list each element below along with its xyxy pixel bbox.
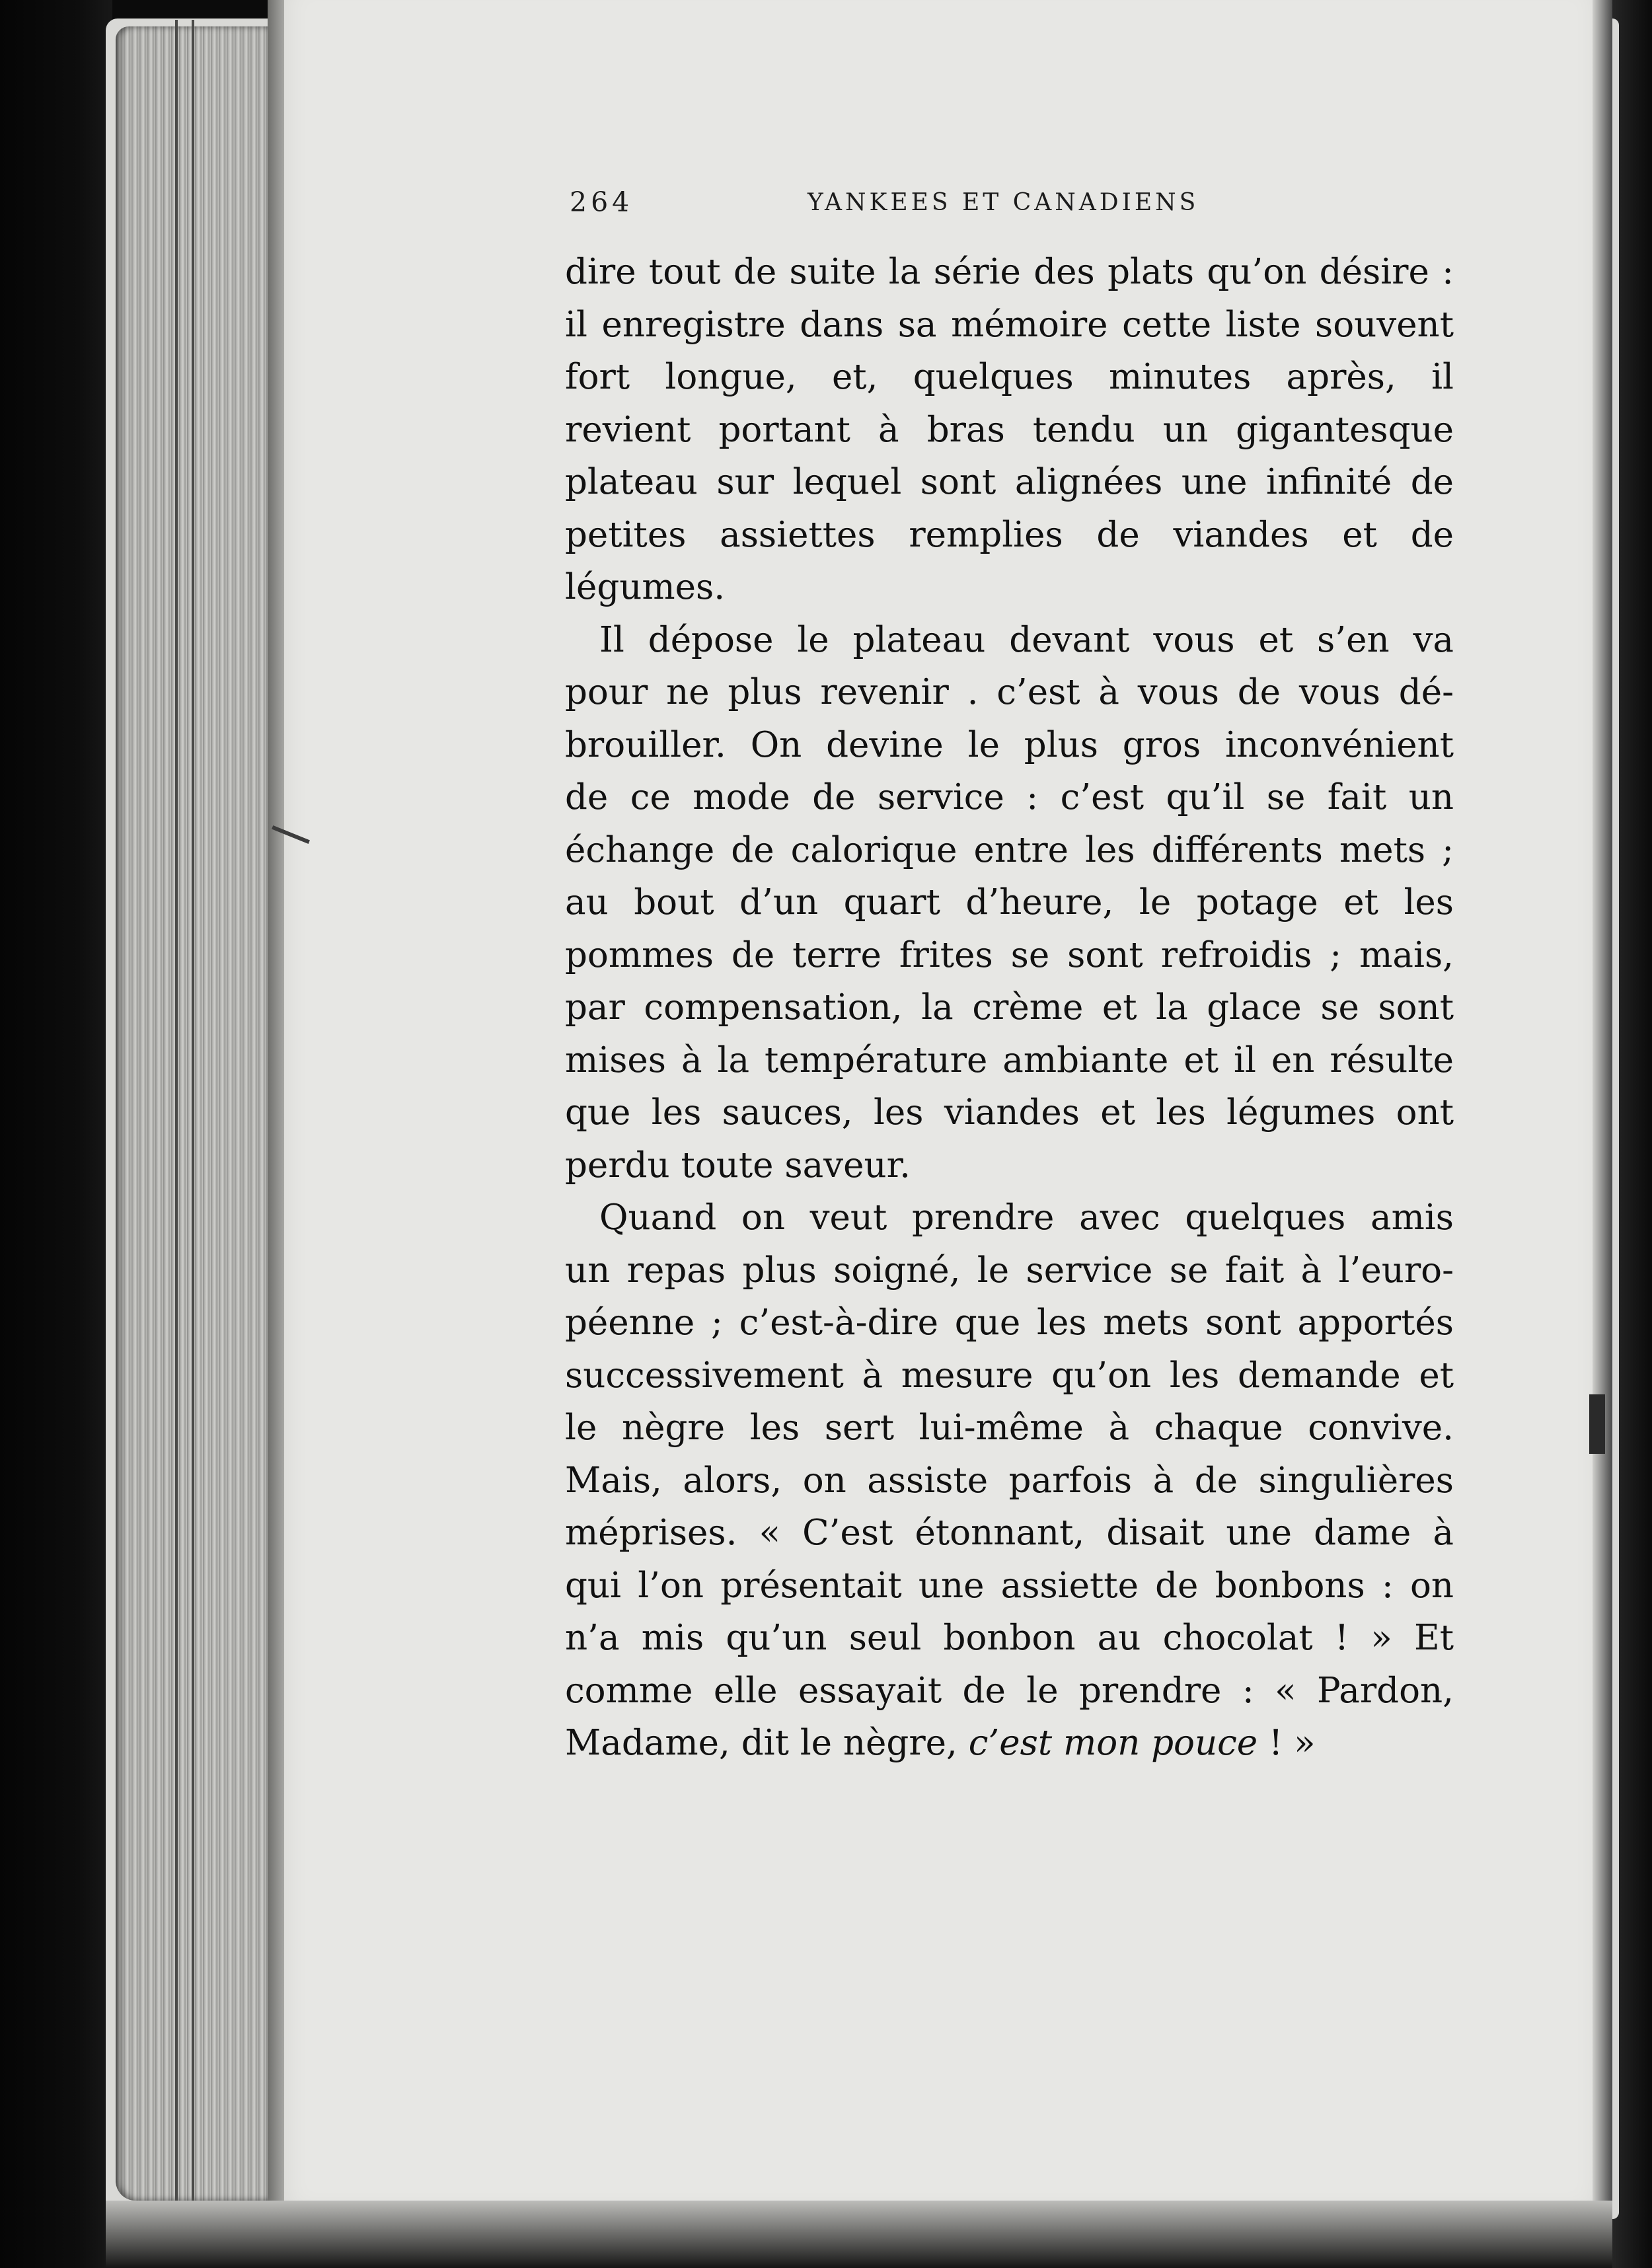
page-bottom-edge <box>106 2201 1612 2268</box>
text-line: pour ne plus revenir . c’est à vous de vous dé- <box>565 672 1454 712</box>
text-line: mises à la température ambiante et il en résulte <box>565 1040 1454 1080</box>
page-edge-line <box>175 20 178 2201</box>
background-left <box>0 0 112 2268</box>
running-head <box>570 186 1217 226</box>
text-line: comme elle essayait de le prendre : « Pardon, <box>565 1670 1454 1711</box>
text-line: Quand on veut prendre avec quelques amis <box>599 1197 1454 1238</box>
paragraph-1 <box>565 246 1454 614</box>
text-line: un repas plus soigné, le service se fait à l’euro- <box>565 1250 1454 1291</box>
page-edge-line <box>192 20 194 2201</box>
final-line <box>565 1717 1454 1770</box>
text-line: le nègre les sert lui-même à chaque convive. <box>565 1408 1454 1448</box>
paragraph-3 <box>565 1191 1454 1770</box>
page-edges <box>116 26 284 2201</box>
text-line: Mais, alors, on assiste parfois à de singulières <box>565 1460 1454 1501</box>
text-line: échange de calorique entre les différents mets ; <box>565 829 1454 870</box>
page-right-edge <box>1593 0 1612 2268</box>
final-line-end: ! » <box>1258 1723 1316 1763</box>
text-line: méprises. « C’est étonnant, disait une dame à <box>565 1513 1454 1553</box>
text-line: au bout d’un quart d’heure, le potage et les <box>565 882 1454 923</box>
text-line: dire tout de suite la série des plats qu’on désire : <box>565 252 1454 292</box>
text-line: brouiller. On devine le plus gros inconvénient <box>565 724 1454 765</box>
body-text <box>565 246 1454 1770</box>
text-line: petites assiettes remplies de viandes et de <box>565 514 1454 555</box>
scan-mark <box>1589 1394 1605 1454</box>
text-line: péenne ; c’est-à-dire que les mets sont apportés <box>565 1303 1454 1343</box>
page-number: 264 <box>570 186 634 218</box>
text-line: légumes. <box>565 567 726 607</box>
text-line: revient portant à bras tendu un gigantesque <box>565 409 1454 450</box>
text-line: qui l’on présentait une assiette de bonbons : on <box>565 1565 1454 1606</box>
text-line: fort longue, et, quelques minutes après, il <box>565 357 1454 397</box>
text-line: il enregistre dans sa mémoire cette liste souvent <box>565 304 1454 345</box>
running-title: YANKEES ET CANADIENS <box>807 189 1199 216</box>
paragraph-2 <box>565 614 1454 1192</box>
text-line: perdu toute saveur. <box>565 1145 911 1186</box>
text-line: successivement à mesure qu’on les demande et <box>565 1355 1454 1396</box>
text-line: Il dépose le plateau devant vous et s’en va <box>599 619 1454 660</box>
text-line: n’a mis qu’un seul bonbon au chocolat ! » Et <box>565 1618 1454 1658</box>
text-line: par compensation, la crème et la glace se sont <box>565 987 1454 1028</box>
text-line: pommes de terre frites se sont refroidis ; mais, <box>565 934 1454 975</box>
text-line: plateau sur lequel sont alignées une infinité de <box>565 462 1454 502</box>
italic-phrase: c’est mon pouce <box>968 1723 1258 1763</box>
text-line: de ce mode de service : c’est qu’il se fait un <box>565 777 1454 817</box>
final-line-start: Madame, dit le nègre, <box>565 1723 969 1763</box>
text-line: que les sauces, les viandes et les légumes ont <box>565 1092 1454 1133</box>
